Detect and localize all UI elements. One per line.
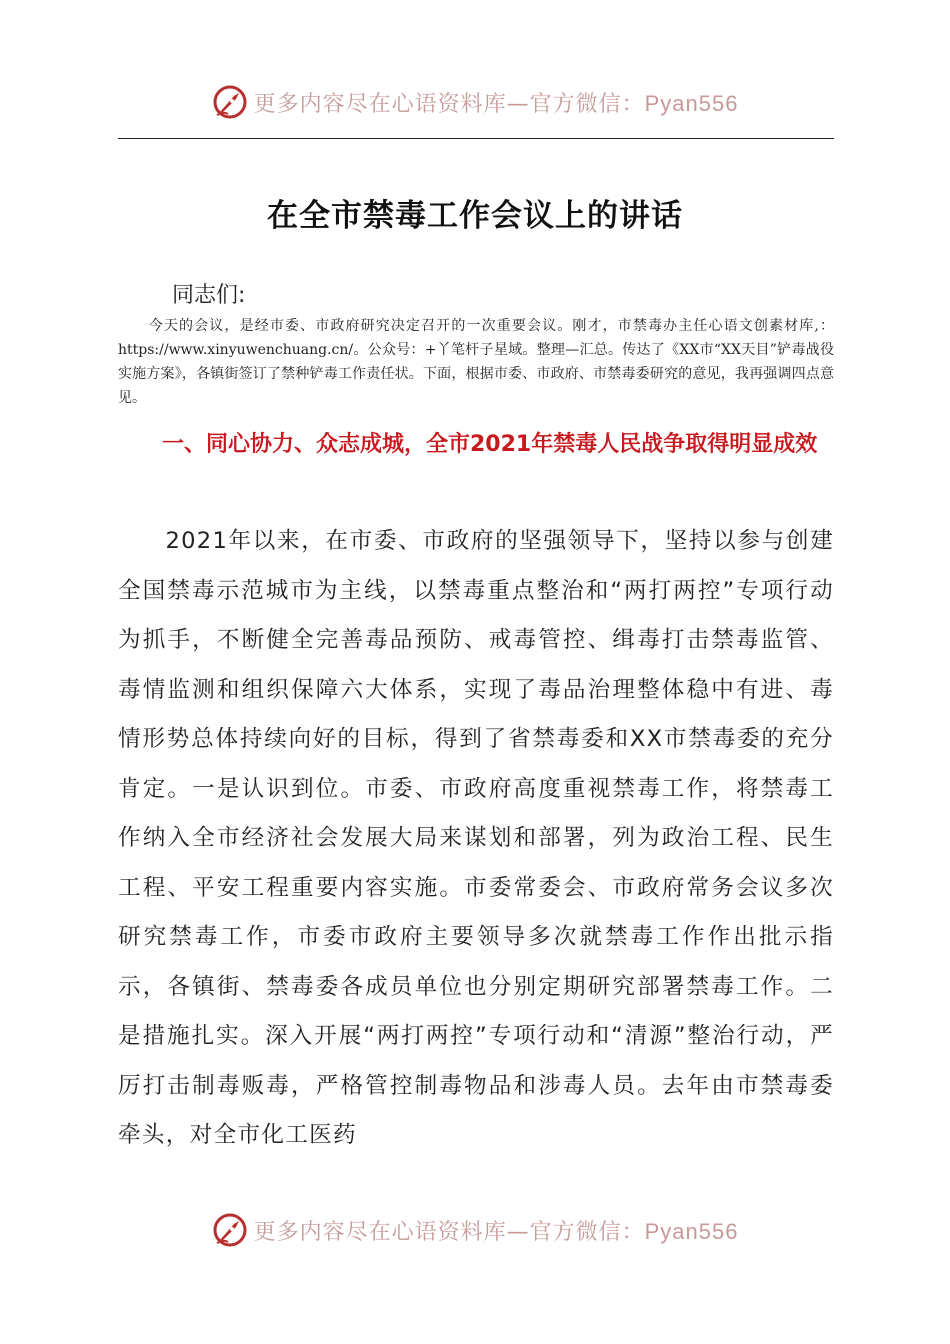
- document-title: 在全市禁毒工作会议上的讲话: [267, 198, 683, 234]
- footer-banner-text: 更多内容尽在心语资料库—官方微信：: [253, 1219, 645, 1245]
- header-banner: [0, 82, 950, 122]
- footer-banner: [0, 1210, 950, 1250]
- greeting: 同志们:: [172, 283, 246, 308]
- intro-paragraph: 今天的会议，是经市委、市政府研究决定召开的一次重要会议。刚才，市禁毒办主任心语文创素材库,：https://www.xinyuwenchuang.cn/。公众号：+丫笔杆子星域。整理—汇总。传达了《XX市“XX天目”铲毒战役实施方案》，各镇街签订了禁种铲毒工作责任状。下面，根据市委、市政府、市禁毒委研究的意见，我再强调四点意见。: [118, 318, 834, 406]
- section-heading-1: 一、同心协力、众志成城，全市2021年禁毒人民战争取得明显成效: [162, 432, 818, 457]
- footer-wechat-id: Pyan556: [644, 1218, 739, 1244]
- section-1-body: 2021年以来，在市委、市政府的坚强领导下，坚持以参与创建全国禁毒示范城市为主线，以禁毒重点整治和“两打两控”专项行动为抓手，不断健全完善毒品预防、戒毒管控、缉毒打击禁毒监管、毒情监测和组织保障六大体系，实现了毒品治理整体稳中有进、毒情形势总体持续向好的目标，得到了省禁毒委和XX市禁毒委的充分肯定。一是认识到位。市委、市政府高度重视禁毒工作，将禁毒工作纳入全市经济社会发展大局来谋划和部署，列为政治工程、民生工程、平安工程重要内容实施。市委常委会、市政府常务会议多次研究禁毒工作，市委市政府主要领导多次就禁毒工作作出批示指示，各镇街、禁毒委各成员单位也分别定期研究部署禁毒工作。二是措施扎实。深入开展“两打两控”专项行动和“清源”整治行动，严厉打击制毒贩毒，严格管控制毒物品和涉毒人员。去年由市禁毒委牵头，对全市化工医药: [118, 528, 834, 1148]
- header-wechat-id: Pyan556: [644, 90, 739, 116]
- pen-nib-logo-icon: [212, 1212, 248, 1248]
- header-divider: [118, 138, 834, 139]
- header-banner-text: 更多内容尽在心语资料库—官方微信：: [253, 91, 645, 117]
- pen-nib-logo-icon: [212, 84, 248, 120]
